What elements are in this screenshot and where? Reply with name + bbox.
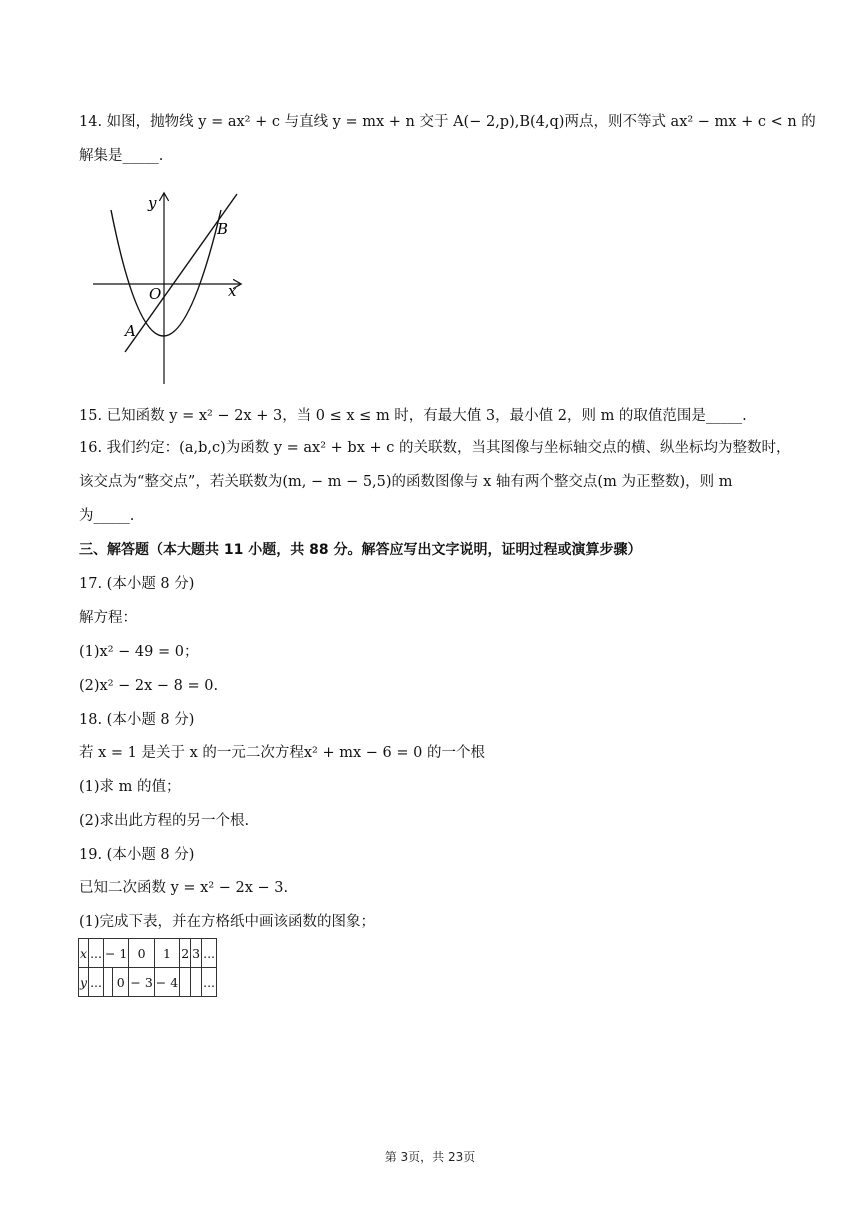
q14-line1: 14. 如图，抛物线 y = ax² + c 与直线 y = mx + n 交于 A(− 2,p),B(4,q)两点，则不等式 ax² − mx + c < n 的 bbox=[79, 114, 816, 130]
table-cell: 3 bbox=[191, 939, 202, 968]
parabola-line-figure bbox=[85, 188, 250, 388]
q19-part1: (1)完成下表，并在方格纸中画该函数的图象； bbox=[79, 914, 376, 930]
table-cell: − 3 bbox=[129, 968, 154, 997]
table-cell: ... bbox=[202, 939, 217, 968]
table-cell: 2 bbox=[180, 939, 191, 968]
q18-part1: (1)求 m 的值； bbox=[79, 779, 181, 795]
page-footer: 第 3页，共 23页 bbox=[384, 1150, 476, 1164]
label-o: O bbox=[149, 285, 162, 303]
q18-part2: (2)求出此方程的另一个根. bbox=[79, 813, 250, 829]
q18-prompt: 若 x = 1 是关于 x 的一元二次方程x² + mx − 6 = 0 的一个根 bbox=[79, 745, 485, 761]
q14-line2: 解集是_____. bbox=[79, 148, 164, 164]
table-cell: ... bbox=[89, 968, 104, 997]
q16-line3: 为_____. bbox=[79, 508, 135, 524]
q18-title: 18. (本小题 8 分) bbox=[79, 712, 195, 728]
q17-part2: (2)x² − 2x − 8 = 0. bbox=[79, 678, 219, 694]
label-y: y bbox=[148, 194, 157, 212]
table-cell: − 1 bbox=[103, 939, 128, 968]
table-cell bbox=[103, 968, 112, 997]
table-cell bbox=[191, 968, 202, 997]
table-cell: 0 bbox=[129, 939, 154, 968]
table-cell: ... bbox=[202, 968, 217, 997]
parabola-curve bbox=[111, 210, 221, 336]
table-cell: − 4 bbox=[154, 968, 179, 997]
q17-title: 17. (本小题 8 分) bbox=[79, 576, 195, 592]
table-cell: 1 bbox=[154, 939, 179, 968]
label-b: B bbox=[217, 220, 229, 238]
q17-part1: (1)x² − 49 = 0； bbox=[79, 644, 199, 660]
q16-line1: 16. 我们约定：(a,b,c)为函数 y = ax² + bx + c 的关联数，当其图像与坐标轴交点的横、纵坐标均为整数时， bbox=[79, 440, 791, 456]
table-cell: y bbox=[79, 968, 89, 997]
table-cell: ... bbox=[89, 939, 104, 968]
label-a: A bbox=[125, 322, 136, 340]
q16-line2: 该交点为“整交点”，若关联数为(m, − m − 5,5)的函数图像与 x 轴有两个整交点(m 为正整数)，则 m bbox=[79, 474, 733, 490]
q19-prompt: 已知二次函数 y = x² − 2x − 3. bbox=[79, 880, 289, 896]
section-heading: 三、解答题（本大题共 11 小题，共 88 分。解答应写出文字说明，证明过程或演算步骤） bbox=[79, 542, 642, 558]
table-row-x bbox=[79, 939, 217, 968]
value-table bbox=[78, 938, 217, 997]
q17-prompt: 解方程： bbox=[79, 610, 137, 626]
straight-line bbox=[125, 194, 237, 352]
table-cell: x bbox=[79, 939, 89, 968]
q15-line: 15. 已知函数 y = x² − 2x + 3，当 0 ≤ x ≤ m 时，有最大值 3，最小值 2，则 m 的取值范围是_____. bbox=[79, 408, 747, 424]
label-x: x bbox=[228, 282, 237, 300]
q19-title: 19. (本小题 8 分) bbox=[79, 847, 195, 863]
table-cell bbox=[180, 968, 191, 997]
table-cell: 0 bbox=[112, 968, 128, 997]
table-row-y bbox=[79, 968, 217, 997]
